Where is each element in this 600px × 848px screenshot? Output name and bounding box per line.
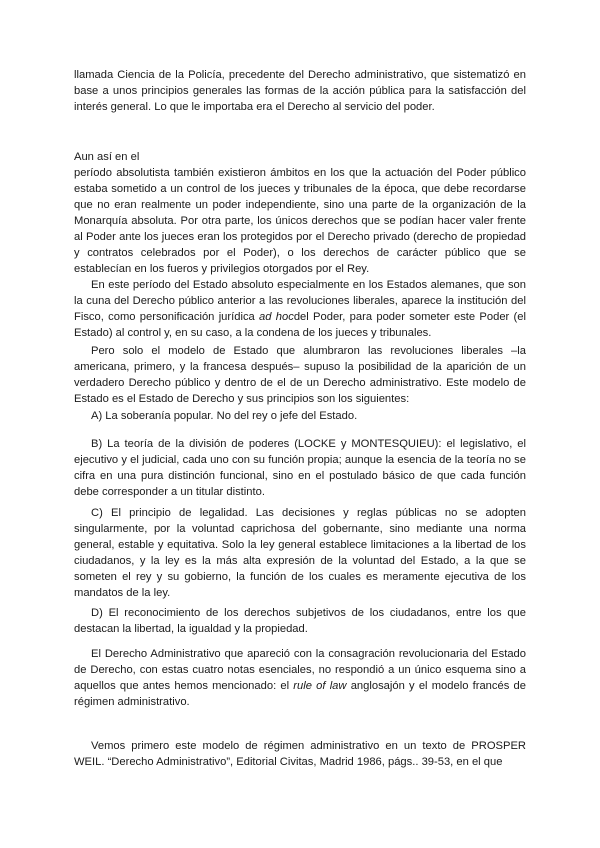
paragraph-periodo-absolutista: período absolutista también existieron ámbitos en los que la actuación del Poder público estaba sometido a un control de los jueces y tribunales de la época, que debe recordarse que no eran realmente un poder independiente, sino una parte de la organización de la Monarquía absoluta. Por otra parte, los únicos derechos que se podían hacer valer frente al Poder ante los jueces eran los protegidos por el Derecho privado (derecho de propiedad y contratos celebrados por el Poder), o los derechos de carácter público que se establecían en los fueros y privilegios otorgados por el Rey.: [74, 167, 526, 275]
list-item-c: C) El principio de legalidad. Las decisiones y reglas públicas no se adopten singularmente, por la voluntad caprichosa del gobernante, sino mediante una norma general, estable y equitativa. Solo la ley general establece limitaciones a la libertad de los ciudadanos, y la ley es la más alta expresión de la voluntad del Estado, a la que se someten el rey y su gobierno, la función de los cuales es meramente ejecutiva de los mandatos de la ley.: [74, 507, 526, 599]
rule-of-law-italic: rule of law: [293, 680, 347, 692]
paragraph-aun-asi-start: Aun así en el: [74, 151, 140, 163]
paragraph-derecho-administrativo: [74, 646, 526, 710]
paragraph-prosper-weil: Vemos primero este modelo de régimen administrativo en un texto de PROSPER WEIL. “Derecho Administrativo”, Editorial Civitas, Madrid 1986, págs.. 39-53, en el que: [74, 740, 526, 768]
ad-hoc-italic: ad hoc: [259, 311, 294, 323]
list-item-b: B) La teoría de la división de poderes (LOCKE y MONTESQUIEU): el legislativo, el ejecutivo y el judicial, cada uno con su función propia; aunque la esencia de la teoría no se cifra en una pura distinción funcional, sino en el postulado básico de que cada función debe corresponder a un titular distinto.: [74, 438, 526, 498]
paragraph-fisco: [74, 277, 526, 341]
derecho-text-before: El Derecho Administrativo que apareció con la consagración revolucionaria del Estado de Derecho, con estas cuatro notas esenciales, no respondió a un único esquema sino a aquellos que antes hemos mencionado: el: [74, 648, 526, 692]
list-item-d: D) El reconocimiento de los derechos subjetivos de los ciudadanos, entre los que destacan la libertad, la igualdad y la propiedad.: [74, 607, 526, 635]
list-item-a: A) La soberanía popular. No del rey o jefe del Estado.: [91, 410, 358, 422]
paragraph-modelo-estado: Pero solo el modelo de Estado que alumbraron las revoluciones liberales –la americana, primero, y la francesa después– supuso la posibilidad de la aparición de un verdadero Derecho público y dentro de el de un Derecho administrativo. Este modelo de Estado es el Estado de Derecho y sus principios son los siguientes:: [74, 345, 526, 405]
derecho-text-after: anglosajón y el modelo francés de régimen administrativo.: [74, 680, 526, 708]
fisco-text-after: del Poder, para poder someter este Poder (el Estado) al control y, en su caso, a la condena de los jueces y tribunales.: [74, 311, 526, 339]
paragraph-ciencia-policia: llamada Ciencia de la Policía, precedente del Derecho administrativo, que sistematizó en base a unos principios generales las formas de la acción pública para la satisfacción del interés general. Lo que le importaba era el Derecho al servicio del poder.: [74, 69, 526, 113]
fisco-text-before: En este período del Estado absoluto especialmente en los Estados alemanes, que son la cuna del Derecho público anterior a las revoluciones liberales, aparece la institución del Fisco, como personificación jurídica: [74, 279, 526, 323]
